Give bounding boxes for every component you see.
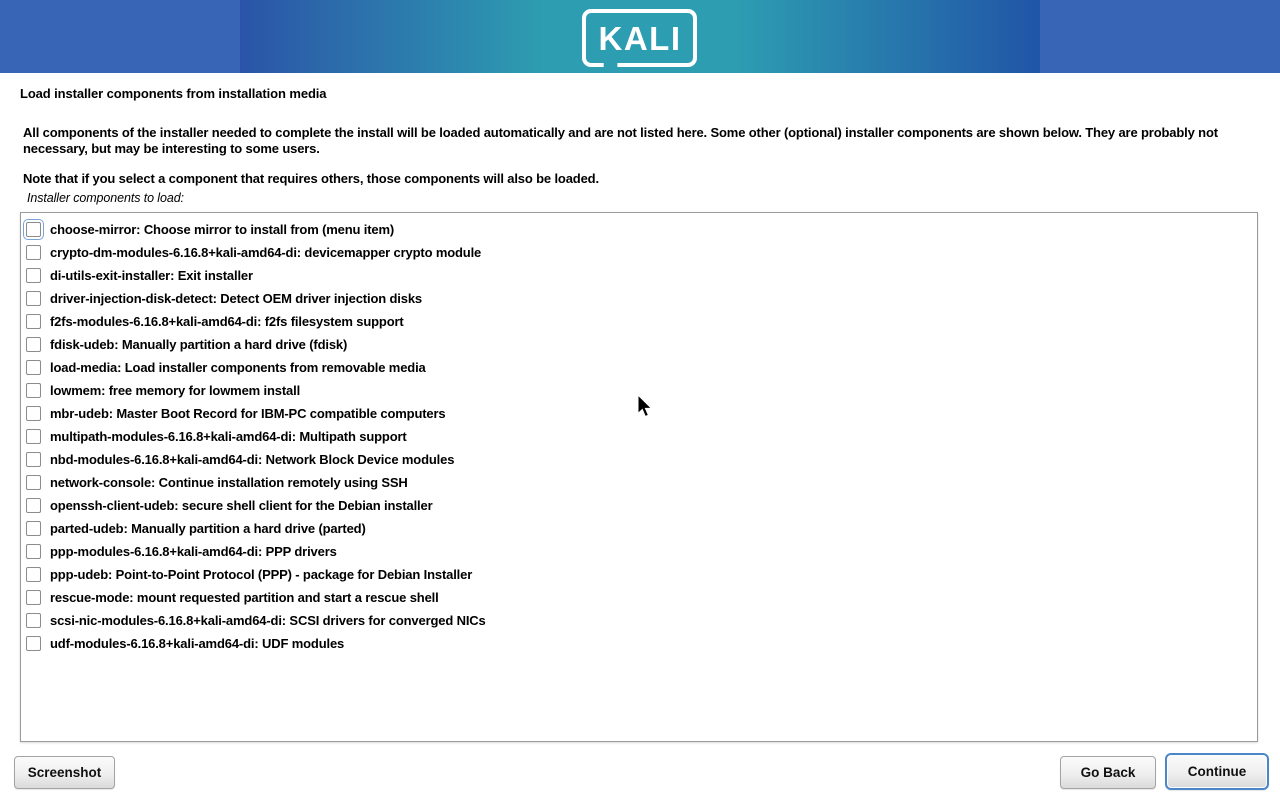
component-label: udf-modules-6.16.8+kali-amd64-di: UDF modules [50,636,345,651]
component-checkbox[interactable] [26,337,41,352]
component-label: ppp-udeb: Point-to-Point Protocol (PPP) - package for Debian Installer [50,567,473,582]
component-row[interactable] [21,241,1257,264]
component-checkbox[interactable] [26,452,41,467]
component-label: fdisk-udeb: Manually partition a hard drive (fdisk) [50,337,348,352]
component-row[interactable] [21,632,1257,655]
component-list[interactable] [20,212,1258,742]
component-label: network-console: Continue installation remotely using SSH [50,475,408,490]
page-title: Load installer components from installation media [20,86,327,101]
component-checkbox[interactable] [26,268,41,283]
component-row[interactable] [21,563,1257,586]
component-label: f2fs-modules-6.16.8+kali-amd64-di: f2fs filesystem support [50,314,404,329]
component-label: driver-injection-disk-detect: Detect OEM driver injection disks [50,291,422,306]
component-label: parted-udeb: Manually partition a hard drive (parted) [50,521,366,536]
component-row[interactable] [21,425,1257,448]
screenshot-button-label: Screenshot [27,765,102,780]
list-label: Installer components to load: [27,191,184,205]
component-label: mbr-udeb: Master Boot Record for IBM-PC compatible computers [50,406,446,421]
component-label: multipath-modules-6.16.8+kali-amd64-di: Multipath support [50,429,407,444]
intro-text: All components of the installer needed to complete the install will be loaded automatically and are not listed here. Some other (optional) installer components are shown below. They are probably not necessary, but may be interesting to some users. [23,125,1218,156]
component-label: rescue-mode: mount requested partition and start a rescue shell [50,590,439,605]
component-label: lowmem: free memory for lowmem install [50,383,301,398]
component-label: scsi-nic-modules-6.16.8+kali-amd64-di: SCSI drivers for converged NICs [50,613,486,628]
component-label: nbd-modules-6.16.8+kali-amd64-di: Network Block Device modules [50,452,455,467]
component-checkbox[interactable] [26,498,41,513]
component-row[interactable] [21,586,1257,609]
component-label: load-media: Load installer components from removable media [50,360,426,375]
component-row[interactable] [21,609,1257,632]
component-checkbox[interactable] [26,383,41,398]
screenshot-button[interactable] [14,756,115,789]
component-checkbox[interactable] [26,360,41,375]
component-checkbox[interactable] [26,291,41,306]
component-label: crypto-dm-modules-6.16.8+kali-amd64-di: devicemapper crypto module [50,245,482,260]
component-row[interactable] [21,471,1257,494]
note-text: Note that if you select a component that requires others, those components will also be loaded. [23,171,599,186]
component-row[interactable] [21,540,1257,563]
component-checkbox[interactable] [26,636,41,651]
kali-logo-icon [580,7,700,69]
continue-button[interactable] [1165,753,1269,790]
component-checkbox[interactable] [26,613,41,628]
component-row[interactable] [21,264,1257,287]
go-back-button-label: Go Back [1080,765,1136,780]
component-row[interactable] [21,402,1257,425]
component-row[interactable] [21,494,1257,517]
component-checkbox[interactable] [26,429,41,444]
component-row[interactable] [21,517,1257,540]
component-row[interactable] [21,287,1257,310]
component-row[interactable] [21,356,1257,379]
component-row[interactable] [21,379,1257,402]
component-label: di-utils-exit-installer: Exit installer [50,268,253,283]
component-checkbox[interactable] [26,590,41,605]
component-checkbox[interactable] [26,475,41,490]
component-label: choose-mirror: Choose mirror to install from (menu item) [50,222,395,237]
component-checkbox[interactable] [26,567,41,582]
component-checkbox[interactable] [26,314,41,329]
component-label: ppp-modules-6.16.8+kali-amd64-di: PPP drivers [50,544,337,559]
component-row[interactable] [21,310,1257,333]
component-row[interactable] [21,218,1257,241]
component-checkbox[interactable] [26,521,41,536]
svg-text:KALI: KALI [598,20,682,57]
component-checkbox[interactable] [26,406,41,421]
continue-button-label: Continue [1187,764,1247,779]
component-row[interactable] [21,333,1257,356]
component-checkbox[interactable] [26,222,41,237]
component-checkbox[interactable] [26,544,41,559]
component-row[interactable] [21,448,1257,471]
component-checkbox[interactable] [26,245,41,260]
kali-banner [0,0,1280,73]
go-back-button[interactable] [1060,756,1156,789]
component-label: openssh-client-udeb: secure shell client for the Debian installer [50,498,433,513]
